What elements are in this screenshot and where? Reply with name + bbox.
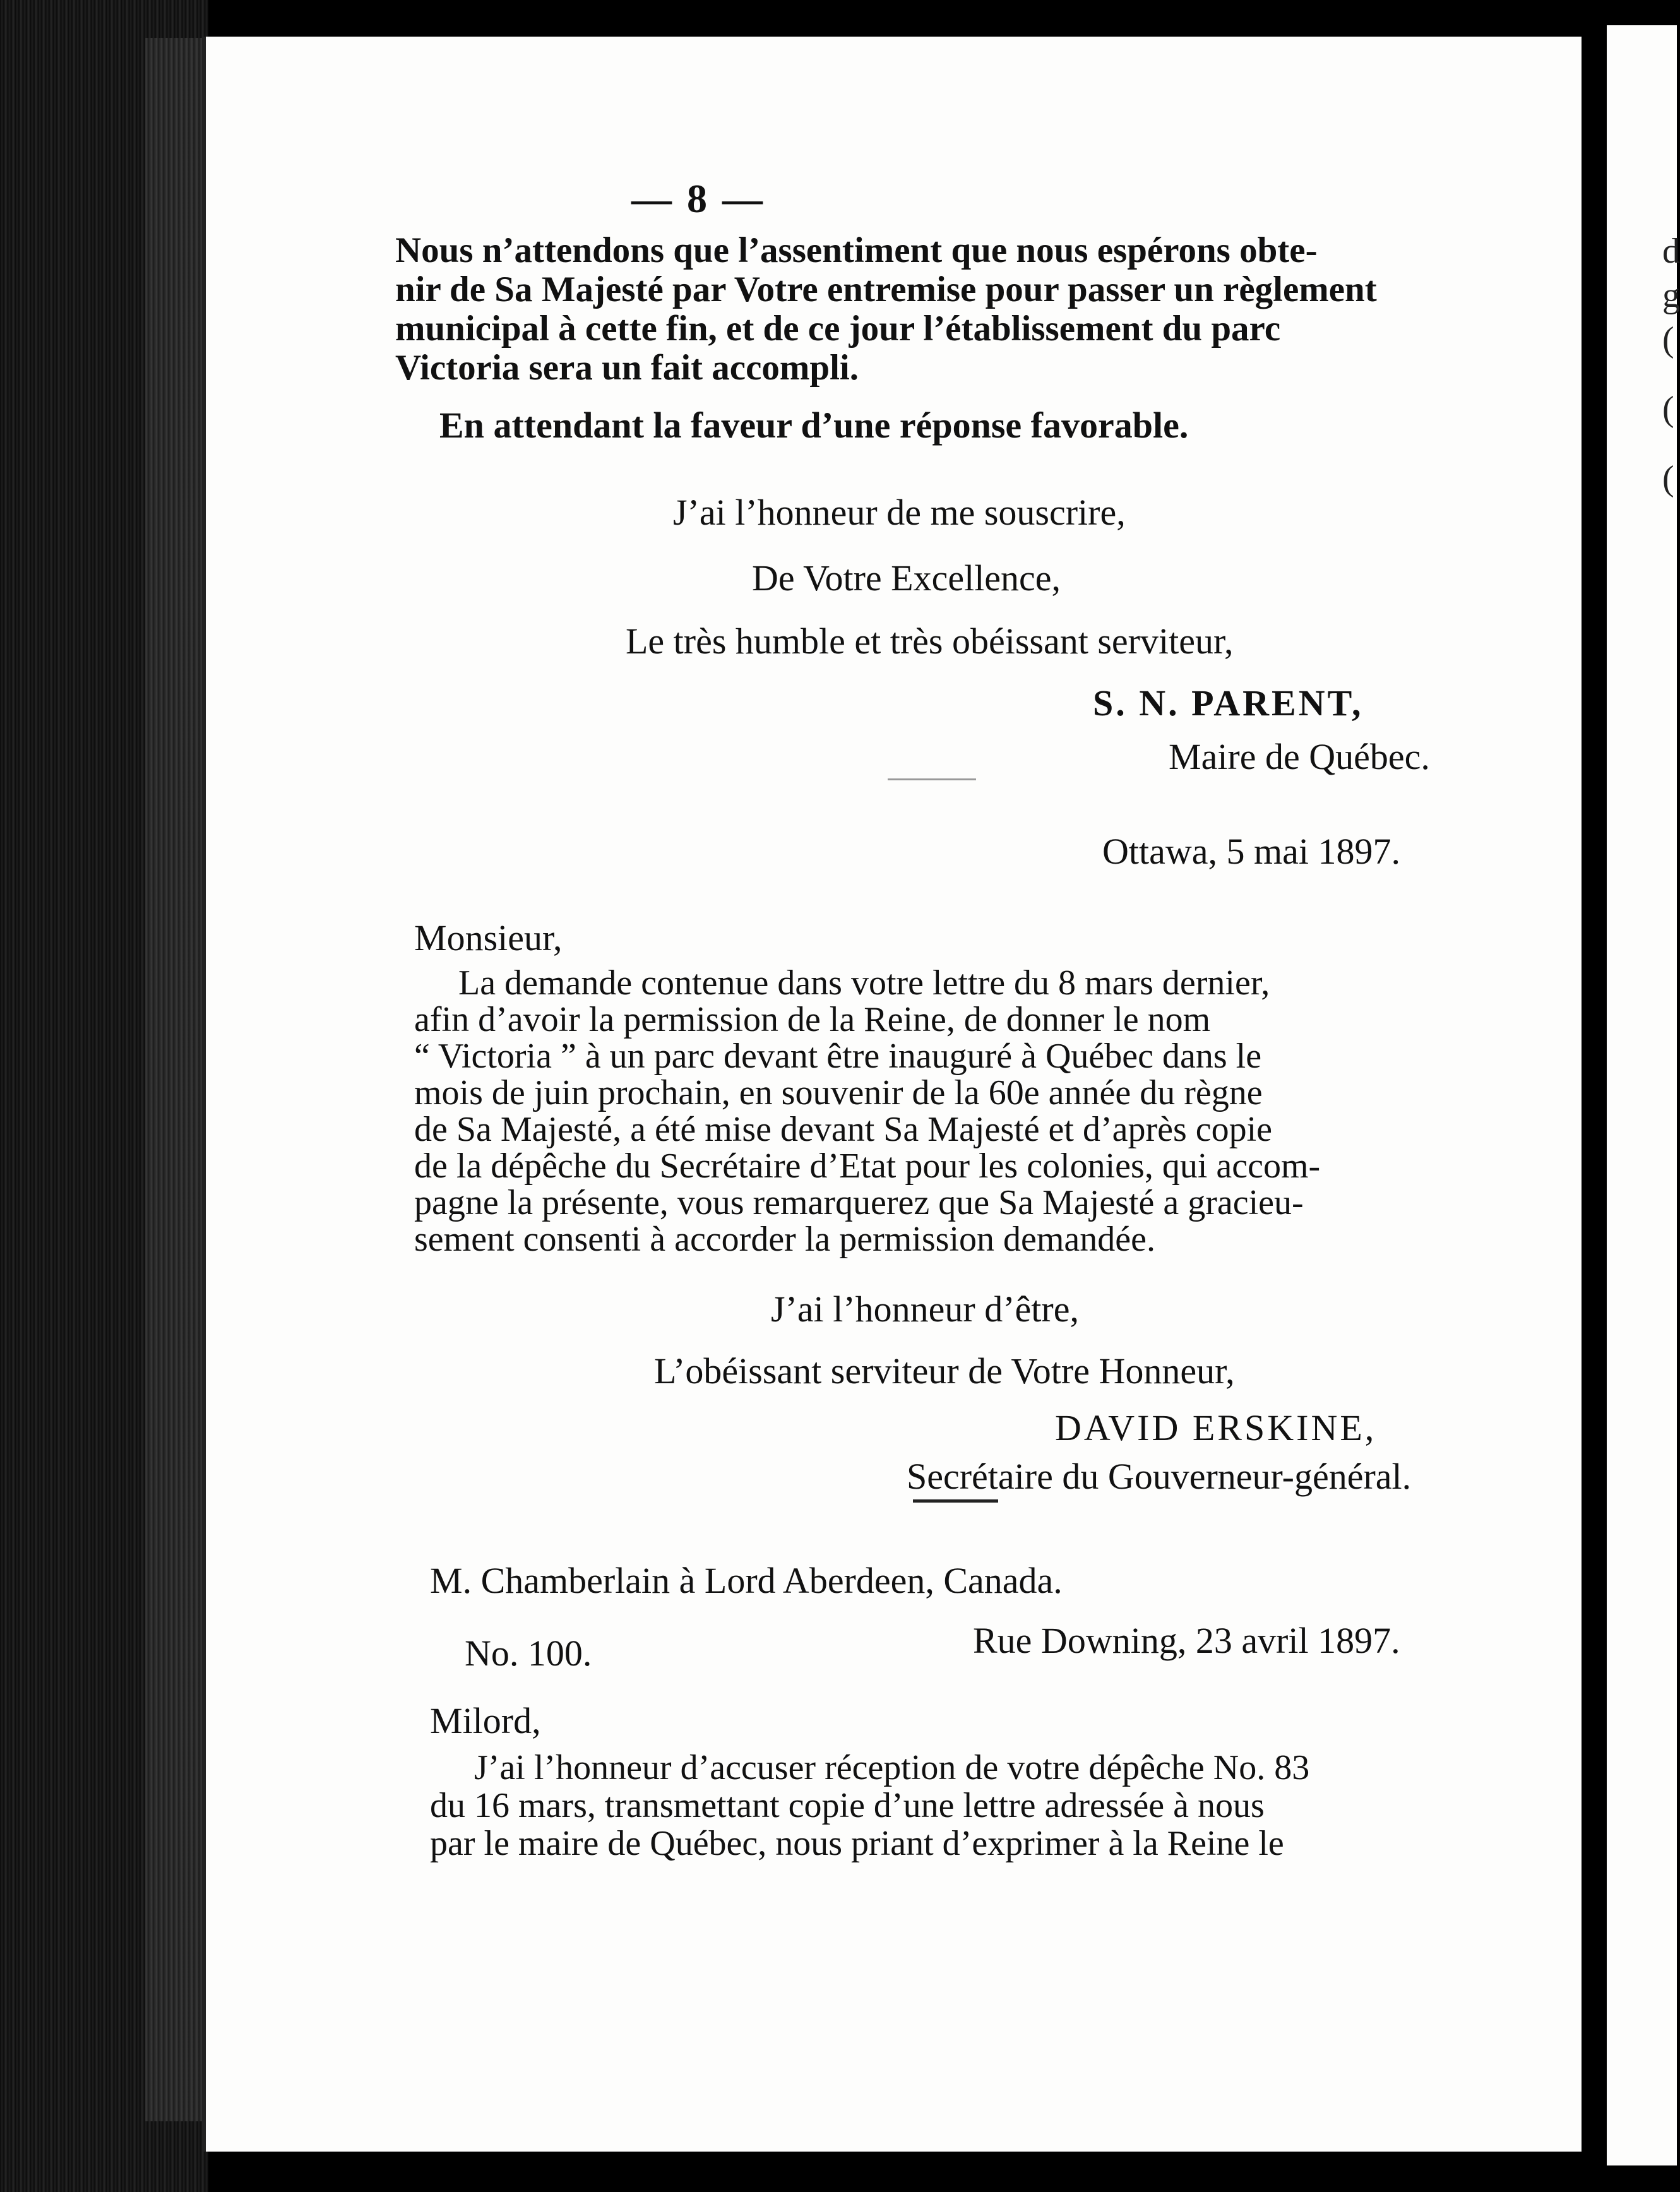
page-stack-edges	[145, 38, 208, 2121]
letter3-body	[430, 1749, 1309, 1862]
text-line: “ Victoria ” à un parc devant être inauguré à Québec dans le	[414, 1037, 1262, 1076]
text-line: du 16 mars, transmettant copie d’une lettre adressée à nous	[430, 1786, 1265, 1825]
text-line: municipal à cette fin, et de ce jour l’établissement du parc	[395, 309, 1281, 348]
book-spine-edges	[0, 0, 208, 2192]
letter3-salutation: Milord,	[430, 1700, 541, 1741]
letter3-heading: M. Chamberlain à Lord Aberdeen, Canada.	[430, 1560, 1063, 1601]
letter1-closing2: De Votre Excellence,	[752, 557, 1061, 599]
page-number: — 8 —	[631, 176, 765, 221]
letter1-paragraph2: En attendant la faveur d’une réponse favorable.	[439, 405, 1189, 446]
text-fragment: (	[1662, 390, 1674, 429]
text-line: sement consenti à accorder la permission demandée.	[414, 1220, 1155, 1259]
letter2-dateline: Ottawa, 5 mai 1897.	[1102, 831, 1400, 872]
text-line: Nous n’attendons que l’assentiment que nous espérons obte-	[395, 230, 1318, 270]
letter2-salutation: Monsieur,	[414, 917, 563, 958]
text-line: mois de juin prochain, en souvenir de la 60e année du règne	[414, 1073, 1263, 1112]
text-line: nir de Sa Majesté par Votre entremise pour passer un règlement	[395, 270, 1377, 309]
letter1-paragraph1	[395, 231, 1377, 388]
letter1-signature-name: S. N. PARENT,	[1093, 682, 1364, 724]
letter3-dateline: Rue Downing, 23 avril 1897.	[973, 1620, 1400, 1661]
section-divider	[913, 1499, 998, 1503]
letter1-closing1: J’ai l’honneur de me souscrire,	[673, 492, 1126, 533]
text-fragment: g	[1662, 276, 1680, 315]
scanned-page	[202, 37, 1582, 2152]
letter2-signature-name: DAVID ERSKINE,	[1055, 1407, 1377, 1448]
text-line: afin d’avoir la permission de la Reine, de donner le nom	[414, 1000, 1211, 1039]
text-fragment: (	[1662, 320, 1674, 359]
section-divider	[888, 778, 976, 780]
text-line: J’ai l’honneur d’accuser réception de votre dépêche No. 83	[474, 1748, 1310, 1787]
text-line: Victoria sera un fait accompli.	[395, 348, 859, 388]
letter1-signature-title: Maire de Québec.	[1169, 736, 1430, 777]
gutter-shadow	[1582, 0, 1607, 2192]
letter2-closing2: L’obéissant serviteur de Votre Honneur,	[654, 1350, 1235, 1391]
adjacent-page-edge	[1607, 25, 1680, 2165]
letter2-signature-title: Secrétaire du Gouverneur-général.	[907, 1456, 1412, 1497]
text-line: La demande contenue dans votre lettre du 8 mars dernier,	[458, 963, 1270, 1003]
letter2-closing1: J’ai l’honneur d’être,	[771, 1289, 1079, 1330]
letter1-closing3: Le très humble et très obéissant serviteur,	[626, 621, 1234, 662]
text-line: de Sa Majesté, a été mise devant Sa Majesté et d’après copie	[414, 1110, 1273, 1149]
letter2-body	[414, 965, 1320, 1258]
text-fragment: (	[1662, 459, 1674, 498]
text-fragment: d	[1662, 232, 1680, 271]
text-line: de la dépêche du Secrétaire d’Etat pour les colonies, qui accom-	[414, 1147, 1321, 1186]
text-line: par le maire de Québec, nous priant d’exprimer à la Reine le	[430, 1824, 1284, 1863]
text-line: pagne la présente, vous remarquerez que Sa Majesté a gracieu-	[414, 1183, 1304, 1222]
letter3-number: No. 100.	[465, 1633, 592, 1674]
